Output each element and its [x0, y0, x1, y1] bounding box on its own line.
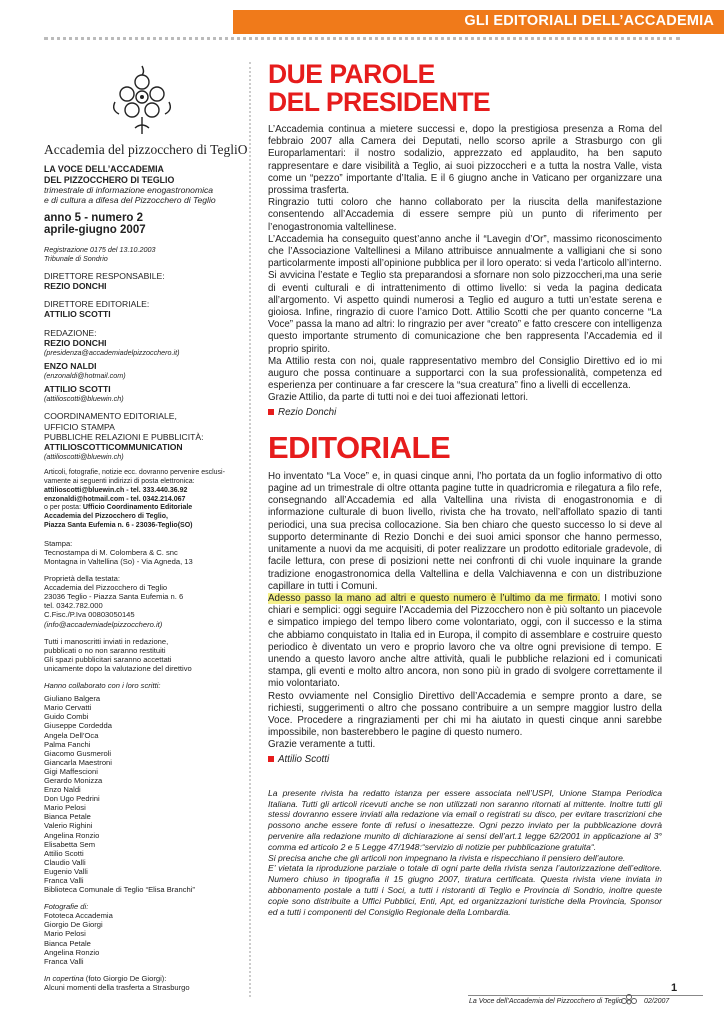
header-bar — [233, 10, 724, 34]
top-dotted-rule — [44, 37, 680, 40]
article-paragraph: Grazie Attilio, da parte di tutti noi e dei tuoi affezionati lettori. — [268, 392, 529, 404]
coord-line: UFFICIO STAMPA — [44, 421, 115, 432]
article-paragraph: Resto ovviamente nel Consiglio Direttivo dell’Accademia e sempre pronto a dare, se richiesti, suggerimenti o altro che possano contribuire a un sempre maggior lustro della Voce. Procedere a ringraziamenti per chi mi ha aiutato in questi cinque anni sarebbe impossibile, non basterebbero le pagine di questo numero. — [268, 690, 662, 739]
note-paragraph: E’ vietata la riproduzione parziale o totale di ogni parte della rivista senza l’autorizzazione dell’editore. Numero chiuso in tipografia il 15 giugno 2007, tiratura certificata. Questa rivista viene inviata in abbonamento postale a tutti i Soci, a tutti i ristoranti di Teglio e Provincia di Sondrio, inoltre queste copie sono distribuite a Uffici Pubblici, Enti, Apt, ed organizzazioni turistiche della Provincia, Sponsor ed a tutti i componenti del Consiglio Regionale della Lombardia. — [268, 863, 662, 917]
issue-period: aprile-giugno 2007 — [44, 224, 146, 237]
articoli-post — [44, 504, 240, 513]
direttore-responsabile-name: REZIO DONCHI — [44, 281, 107, 292]
collaborator-name: Angela Dell’Oca — [44, 730, 99, 740]
photographer-name: Angelina Ronzio — [44, 947, 100, 957]
article-paragraph: Grazie veramente a tutti. — [268, 739, 376, 751]
page-number: 1 — [671, 982, 678, 994]
paragraph-text: I motivi sono chiari e semplici: oggi seguire l’Accademia del Pizzocchero non è più soltanto un piacevole e simpatico impiego del tempo libero come volontariato, oggi, con il successo e la stima che abbiamo conquistato in Italia ed in Europa, il compito di assemblare e costruire questo periodico è diventato un vero e proprio lavoro che va oltre ogni previsione di tempo. E unendo a questo lavoro anche altre attività, quali le pubbliche relazioni ed i comunicati stampa, gli eventi e molto altro ancora, non sono più in grado di svolgere correttamente il mio volontariato. — [268, 592, 662, 690]
proprieta-line: 23036 Teglio - Piazza Santa Eufemia n. 6 — [44, 592, 184, 602]
photographer-name: Franca Valli — [44, 956, 84, 966]
post-address: Piazza Santa Eufemia n. 6 - 23036-Teglio(SO) — [44, 522, 193, 530]
title-line: DEL PRESIDENTE — [268, 87, 491, 117]
articoli-contact: enzonaldi@hotmail.com - tel. 0342.214.067 — [44, 495, 186, 503]
pub-title-line: LA VOCE DELL’ACCADEMIA — [44, 164, 164, 174]
note-paragraph: La presente rivista ha redatto istanza per essere associata nell’USPI, Unione Stampa Periodica Italiana. Tutti gli articoli ricevuti anche se non utilizzati non saranno ritornati al mittente. Inoltre tutti gli stessi dovranno essere inviati alla redazione via email o registrati su disco, per evitare trascrizioni che possono anche essere fonte di refusi o inesattezze. Ogni pezzo inviato per la pubblicazione dovrà pervenire alla redazione munito di dichiarazione ai sensi dell’art.1 legge 62/2001 in applicazione al 3° comma ed articolo 2 e 5 Legge 47/1948:“servizio di notizie per pubblicazione gratuita“. — [268, 787, 662, 852]
direttore-editoriale-name: ATTILIO SCOTTI — [44, 309, 111, 320]
photographer-name: Bianca Petale — [44, 938, 91, 948]
legal-notes — [268, 788, 662, 918]
photographers-list — [44, 911, 240, 966]
signature-name: Rezio Donchi — [278, 406, 337, 418]
academy-name: Accademia del pizzocchero di TegliO — [44, 142, 248, 157]
articoli-contact: attilioscotti@bluewin.ch - tel. 333.440.36.92 — [44, 486, 188, 494]
note-paragraph: Si precisa anche che gli articoli non impegnano la rivista e rispecchiano il pensiero dell’autore. — [268, 852, 626, 863]
cover-line: Alcuni momenti della trasferta a Strasburgo — [44, 982, 190, 992]
coord-line: COORDINAMENTO EDITORIALE, — [44, 411, 177, 422]
redazione-name: ATTILIO SCOTTI — [44, 384, 111, 395]
masthead-column — [44, 62, 248, 992]
stampa-line: Stampa: — [44, 538, 73, 548]
stampa-info — [44, 539, 240, 566]
cover-credit — [44, 974, 240, 983]
collaborator-name: Biblioteca Comunale di Teglio “Elisa Branchi” — [44, 885, 195, 895]
manoscritti-info — [44, 637, 240, 673]
article-body-president — [268, 124, 662, 405]
post-address: Accademia del Pizzocchero di Teglio, — [44, 513, 168, 521]
registration-line: Tribunale di Sondrio — [44, 253, 108, 263]
proprieta-line: tel. 0342.782.000 — [44, 601, 103, 611]
post-address: Ufficio Coordinamento Editoriale — [82, 504, 193, 512]
pub-subtitle-line: e di cultura a difesa del Pizzocchero di Teglio — [44, 195, 216, 206]
issue-info — [44, 212, 240, 237]
proprieta-email: (info@accademiadelpizzocchero.it) — [44, 619, 163, 629]
coord-line: PUBBLICHE RELAZIONI E PUBBLICITÀ: — [44, 431, 204, 442]
collaborator-name: Gerardo Monizza — [44, 775, 103, 785]
title-line: DUE PAROLE — [268, 59, 435, 89]
collaborator-name: Giuseppe Cordedda — [44, 721, 112, 731]
red-square-icon — [268, 409, 274, 415]
collaborator-name: Enzo Naldi — [44, 785, 81, 795]
article-paragraph: Ho inventato “La Voce” e, in quasi cinque anni, l’ho portata da un foglio informativo di otto pagine ad un trimestrale di oltre ottanta pagine tutte in quadricromia e rilegatura a filo refe, consegnando all’Accademia ed alla Valtellina una rivista di enogastronomia e di informazione culturale di buon livello, rivista che ha trovato, nell’affollato spazio di tanti periodici, una sua precisa collocazione. Sia ben chiaro che questo successo lo si deve al supporto determinante di Rezio Donchi e dei suoi amici sponsor che hanno permesso, unitamente a nuovi da me acquisiti, di poter realizzare un prodotto editoriale gradevole, di facile lettura, con prese di posizioni nette nei confronti di chi vuole inquinare la grande tradizione enogastronomica della Valtellina e della Valchiavenna e con un distribuzione capillare in tutti i Comuni. — [268, 470, 662, 592]
registration-line: Registrazione 0175 del 13.10.2003 — [44, 244, 156, 254]
post-label: o per posta: — [44, 504, 83, 512]
article-title-editoriale: EDITORIALE — [268, 429, 451, 465]
collaborator-name: Mario Cervatti — [44, 703, 92, 713]
redazione-name: ENZO NALDI — [44, 361, 97, 372]
proprieta-info — [44, 574, 240, 619]
footer-rule — [468, 995, 703, 996]
highlighted-sentence: Adesso passo la mano ad altri e questo numero è l’ultimo da me firmato. — [268, 592, 601, 604]
publication-subtitle — [44, 185, 240, 206]
collaborator-name: Bianca Petale — [44, 812, 91, 822]
manoscritti-line: pubblicati o no non saranno restituiti — [44, 645, 166, 655]
collaborators-label: Hanno collaborato con i loro scritti: — [44, 681, 161, 691]
pub-title-line: DEL PIZZOCCHERO DI TEGLIO — [44, 174, 175, 185]
photographers-label: Fotografie di: — [44, 902, 89, 912]
redazione-label: REDAZIONE: — [44, 327, 97, 338]
coordinamento-label — [44, 411, 240, 442]
article-column — [268, 60, 662, 917]
publication-title — [44, 164, 240, 185]
article-paragraph: L’Accademia ha conseguito quest’anno anche il “Lavegin d’Or”, massimo riconoscimento che l’Associazione Valtellinesi a Milano attribuisce annualmente a valligiani che si sono particolarmente imposti all’opinione pubblica per il loro operato: si veda l’articolo all’interno. — [268, 233, 662, 270]
article-paragraph — [268, 593, 662, 691]
collaborator-name: Claudio Valli — [44, 857, 86, 867]
collaborator-name: Attilio Scotti — [44, 848, 84, 858]
cover-text: (foto Giorgio De Giorgi): — [83, 973, 167, 983]
signature — [268, 754, 662, 766]
collaborator-name: Franca Valli — [44, 876, 84, 886]
column-divider — [249, 62, 251, 997]
manoscritti-line: Tutti i manoscritti inviati in redazione, — [44, 636, 169, 646]
collaborator-name: Angelina Ronzio — [44, 830, 100, 840]
photographer-name: Giorgio De Giorgi — [44, 920, 103, 930]
collaborator-name: Valerio Righini — [44, 821, 93, 831]
collaborator-name: Don Ugo Pedrini — [44, 794, 100, 804]
article-paragraph: Si avvicina l’estate e Teglio sta preparandosi a sfornare non solo pizzoccheri,ma una serie di eventi culturali e di intrattenimento di ottimo livello: si veda la pagina dedicata all’argomento. Vi aspetto quindi numerosi a Teglio ed auguro a tutti un’estate serena e gioiosa. Infine, ringrazio di cuore l’amico Dott. Attilio Scotti che per quanto concerne “La Voce” passa la mano ad altri: lo ringrazio per aver “creato” e fatto crescere con intelligenza questo importante strumento di comunicazione che ben rappresenta l’Accademia ed il proprio spirito. — [268, 270, 662, 355]
cover-label: In copertina — [44, 973, 84, 983]
redazione-email: (attilioscotti@bluewin.ch) — [44, 394, 124, 404]
collaborator-name: Gigi Maffescioni — [44, 766, 98, 776]
registration — [44, 245, 240, 263]
manoscritti-line: unicamente dopo la valutazione del direttivo — [44, 663, 192, 673]
redazione-name: REZIO DONCHI — [44, 337, 107, 348]
signature — [268, 407, 662, 419]
collaborator-name: Elisabetta Sem — [44, 839, 96, 849]
coordinamento-email: (attilioscotti@bluewin.ch) — [44, 452, 124, 462]
manoscritti-line: Gli spazi pubblicitari saranno accettati — [44, 654, 172, 664]
collaborator-name: Guido Combi — [44, 712, 89, 722]
collaborator-name: Giancarla Maestroni — [44, 757, 112, 767]
articoli-line: vamente ai seguenti indirizzi di posta elettronica: — [44, 478, 195, 486]
flower-logo-icon — [618, 993, 640, 1007]
redazione-email: (presidenza@accademiadelpizzocchero.it) — [44, 348, 180, 358]
signature-name: Attilio Scotti — [278, 753, 330, 765]
issue-number: anno 5 - numero 2 — [44, 211, 144, 224]
photographer-name: Mario Pelosi — [44, 929, 86, 939]
collaborator-name: Giuliano Balgera — [44, 694, 101, 704]
collaborator-name: Palma Fanchi — [44, 739, 91, 749]
photographer-name: Fototeca Accademia — [44, 911, 113, 921]
collaborators-list — [44, 694, 240, 894]
proprieta-line: Proprietà della testata: — [44, 574, 120, 584]
coordinamento-name: ATTILIOSCOTTICOMMUNICATION — [44, 442, 183, 453]
collaborator-name: Mario Pelosi — [44, 803, 86, 813]
stampa-line: Montagna in Valtellina (So) - Via Agneda, 13 — [44, 557, 193, 567]
article-title-president — [268, 60, 662, 116]
article-paragraph: L’Accademia continua a mietere successi e, dopo la prestigiosa presenza a Roma del febbraio 2007 alla Camera dei Deputati, nello scorso aprile a Strasburgo con gli Europarlamentari: il nostro sodalizio, apprezzato ed applaudito, ha ben saputo rappresentare e dare visibilità a Teglio, ai suoi pizzoccheri e a tutta la nostra Valle, vista come un “pezzo” importante d’Italia. E il 6 giugno anche in Vaticano per organizzare una prossima trasferta. — [268, 124, 662, 197]
direttore-responsabile-label: DIRETTORE RESPONSABILE: — [44, 270, 165, 281]
collaborator-name: Giacomo Gusmeroli — [44, 748, 112, 758]
academy-logo-icon — [107, 62, 177, 142]
footer-text: La Voce dell’Accademia del Pizzocchero di Teglio — [469, 998, 623, 1005]
articoli-info — [44, 469, 240, 531]
stampa-line: Tecnostampa di M. Colombera & C. snc — [44, 547, 178, 557]
redazione-email: (enzonaldi@hotmail.com) — [44, 371, 126, 381]
collaborator-name: Eugenio Valli — [44, 866, 88, 876]
direttore-editoriale-label: DIRETTORE EDITORIALE: — [44, 299, 150, 310]
footer-date: 02/2007 — [644, 998, 670, 1005]
proprieta-line: C.Fisc./P.Iva 00803050145 — [44, 610, 135, 620]
proprieta-line: Accademia del Pizzocchero di Teglio — [44, 583, 168, 593]
articoli-line: Articoli, fotografie, notizie ecc. dovranno pervenire esclusi- — [44, 469, 225, 477]
article-paragraph: Ringrazio tutti coloro che hanno collaborato per la riuscita della manifestazione consentendo all’Accademia di essere sempre più un punto di riferimento per l’enogastronomia valtellinese. — [268, 197, 662, 233]
pub-subtitle-line: trimestrale di informazione enogastronomica — [44, 185, 214, 195]
section-title: GLI EDITORIALI DELL’ACCADEMIA — [464, 13, 714, 29]
article-paragraph: Ma Attilio resta con noi, quale rappresentativo membro del Consiglio Direttivo ed io mi auguro che possa continuare a supportarci con la sua professionalità, competenza ed esperienza per continuare a far crescere la “sua creatura” fino a livelli di eccellenza. — [268, 355, 662, 392]
red-square-icon — [268, 756, 274, 762]
